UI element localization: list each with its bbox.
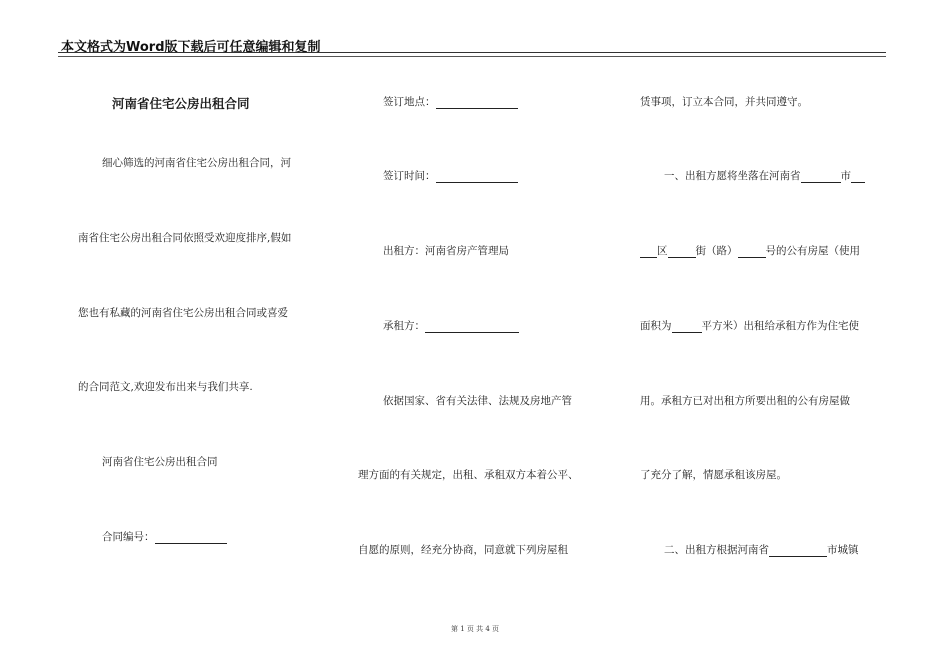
page-footer: 第 1 页 共 4 页	[450, 625, 500, 633]
signing-place-field	[383, 94, 518, 109]
intro-line-3: 您也有私藏的河南省住宅公房出租合同或喜爱	[78, 307, 288, 319]
clause1-line-3	[640, 318, 859, 333]
area-blank	[672, 321, 702, 333]
preamble-line-2: 理方面的有关规定，出租、承租双方本着公平、	[358, 469, 579, 481]
signing-place-blank	[436, 97, 518, 109]
clause1-line-1	[664, 168, 865, 183]
intro-line-4: 的合同范文,欢迎发布出来与我们共享.	[78, 381, 253, 393]
lessee-blank	[425, 321, 519, 333]
contract-number-blank	[155, 532, 227, 544]
contract-number-field	[102, 529, 227, 544]
contract-title: 河南省住宅公房出租合同	[112, 96, 250, 111]
clause1-text-f: 面积为	[640, 320, 672, 332]
header-rule-thin	[58, 56, 886, 57]
clause1-text-c: 区	[657, 245, 668, 257]
district-blank-start	[851, 171, 865, 183]
district-blank	[640, 246, 657, 258]
street-blank	[668, 246, 696, 258]
clause2-text-b: 市城镇	[827, 544, 859, 556]
intro-line-1: 细心筛选的河南省住宅公房出租合同，河	[102, 157, 291, 169]
clause1-text-e: 号的公有房屋（使用	[765, 245, 860, 257]
city-blank	[801, 171, 841, 183]
clause1-text-a: 一、出租方愿将坐落在河南省	[664, 170, 801, 182]
number-blank	[738, 246, 766, 258]
preamble-line-3: 自愿的原则，经充分协商，同意就下列房屋租	[358, 544, 568, 556]
clause1-text-d: 街（路）	[695, 245, 738, 257]
clause1-text-b: 市	[840, 170, 851, 182]
preamble-line-1: 依据国家、省有关法律、法规及房地产管	[383, 395, 572, 407]
signing-time-label: 签订时间：	[383, 170, 436, 182]
contract-subtitle: 河南省住宅公房出租合同	[102, 456, 218, 468]
clause1-text-g: 平方米）出租给承租方作为住宅使	[701, 320, 859, 332]
clause1-line-4: 用。承租方已对出租方所要出租的公有房屋做	[640, 395, 850, 407]
header-rule	[58, 52, 886, 53]
intro-line-2: 南省住宅公房出租合同依照受欢迎度排序,假如	[78, 232, 292, 244]
col3-line-1: 赁事项，订立本合同，并共同遵守。	[640, 96, 808, 108]
lessee-label: 承租方：	[383, 320, 425, 332]
clause2-line-1	[664, 542, 859, 557]
signing-time-field	[383, 168, 518, 183]
lessee-field	[383, 318, 519, 333]
lessor-line: 出租方：河南省房产管理局	[383, 245, 509, 257]
clause2-city-blank	[769, 545, 827, 557]
document-header: 本文格式为Word版下载后可任意编辑和复制	[61, 40, 321, 55]
clause1-line-2	[640, 243, 860, 258]
signing-time-blank	[436, 171, 518, 183]
signing-place-label: 签订地点：	[383, 96, 436, 108]
clause2-text-a: 二、出租方根据河南省	[664, 544, 769, 556]
contract-number-label: 合同编号：	[102, 531, 155, 543]
clause1-line-5: 了充分了解，情愿承租该房屋。	[640, 469, 787, 481]
